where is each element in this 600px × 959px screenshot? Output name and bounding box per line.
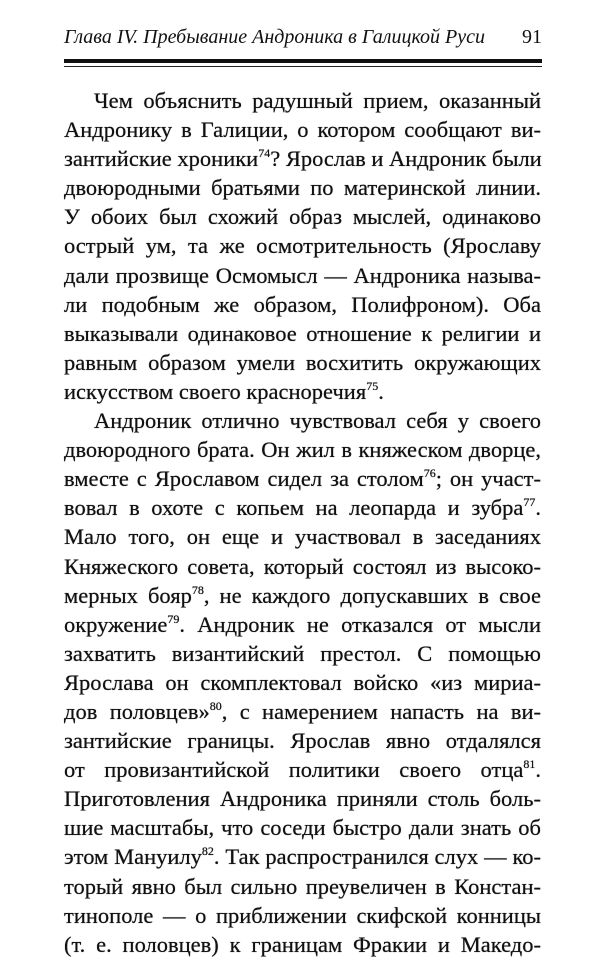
text-segment: (т. е. половцев) к границам Фракии и Македо- bbox=[64, 931, 541, 957]
text-line bbox=[64, 493, 541, 522]
text-line bbox=[64, 115, 541, 144]
text-segment: от провизантийской политики своего отца bbox=[64, 757, 524, 783]
text-segment: , с намерением напасть на ви- bbox=[221, 698, 541, 724]
text-line bbox=[64, 784, 541, 813]
text-segment: окружение bbox=[64, 611, 168, 637]
text-line bbox=[64, 435, 541, 464]
text-segment: двоюродными братьями по материнской линии. bbox=[64, 175, 541, 201]
text-segment: торый явно был сильно преувеличен в Констан- bbox=[64, 873, 541, 899]
text-segment: Княжеского совета, который состоял из высоко- bbox=[64, 553, 541, 579]
text-line bbox=[64, 930, 541, 959]
text-segment: Андроник отлично чувствовал себя у своего bbox=[94, 408, 541, 434]
text-segment: Ярослава он скомплектовал войско «из мириа- bbox=[64, 669, 541, 695]
text-line bbox=[64, 697, 541, 726]
text-segment: ли подобным же образом, Полифроном). Оба bbox=[64, 291, 541, 317]
footnote-ref: 79 bbox=[167, 611, 180, 626]
text-segment: захватить византийский престол. С помощью bbox=[64, 640, 541, 666]
text-segment: вместе с Ярославом сидел за столом bbox=[64, 466, 424, 492]
text-segment: . Андроник не отказался от мысли bbox=[179, 611, 541, 637]
body-text bbox=[64, 86, 541, 959]
text-segment: Чем объяснить радушный прием, оказанный bbox=[94, 88, 541, 113]
text-segment: дов половцев» bbox=[64, 698, 210, 724]
text-line bbox=[64, 755, 541, 784]
footnote-ref: 81 bbox=[523, 757, 536, 772]
page-number: 91 bbox=[522, 26, 542, 48]
text-line bbox=[64, 202, 541, 231]
text-segment: этом Мануилу bbox=[64, 844, 202, 870]
text-segment: ; он участ- bbox=[435, 466, 541, 492]
footnote-ref: 78 bbox=[191, 582, 204, 597]
text-line bbox=[64, 348, 541, 377]
text-line bbox=[64, 610, 541, 639]
text-line bbox=[64, 726, 541, 755]
text-segment: двоюродного брата. Он жил в княжеском дворце, bbox=[64, 437, 541, 463]
text-line bbox=[64, 464, 541, 493]
text-segment: зантийские хроники bbox=[64, 146, 259, 172]
text-segment: , не каждого допускавших в свое bbox=[203, 582, 541, 608]
text-line bbox=[64, 319, 541, 348]
text-line bbox=[64, 231, 541, 260]
header-rule-thick bbox=[64, 59, 542, 63]
footnote-ref: 74 bbox=[258, 146, 271, 161]
text-segment: . bbox=[535, 757, 541, 783]
text-segment: мерных бояр bbox=[64, 582, 192, 608]
text-segment: зантийские границы. Ярослав явно отдалялся bbox=[64, 728, 541, 754]
footnote-ref: 76 bbox=[423, 466, 436, 481]
text-line bbox=[64, 173, 541, 202]
running-header bbox=[64, 26, 542, 52]
text-segment: ? Ярослав и Андроник были bbox=[270, 146, 542, 172]
text-segment: искусством своего красноречия bbox=[64, 378, 367, 404]
text-segment: Мало того, он еще и участвовал в заседаниях bbox=[64, 524, 541, 550]
text-line bbox=[64, 668, 541, 697]
footnote-ref: 77 bbox=[523, 495, 536, 510]
running-title: Глава IV. Пребывание Андроника в Галицкой Руси bbox=[64, 26, 486, 48]
text-line bbox=[64, 261, 541, 290]
text-line bbox=[64, 290, 541, 319]
text-segment: . bbox=[535, 495, 541, 521]
text-line bbox=[64, 522, 541, 551]
footnote-ref: 80 bbox=[209, 698, 222, 713]
text-segment: Приготовления Андроника приняли столь боль- bbox=[64, 786, 541, 812]
text-segment: . bbox=[378, 378, 384, 404]
text-line bbox=[64, 377, 541, 406]
text-line bbox=[64, 144, 541, 173]
footnote-ref: 75 bbox=[366, 378, 379, 393]
text-segment: тинополе — о приближении скифской конницы bbox=[64, 902, 541, 928]
text-line bbox=[64, 901, 541, 930]
text-segment: . Так распространился слух — ко- bbox=[213, 844, 541, 870]
text-line bbox=[64, 639, 541, 668]
text-segment: острый ум, та же осмотрительность (Ярославу bbox=[64, 233, 541, 259]
text-line bbox=[64, 406, 541, 435]
text-line bbox=[64, 842, 541, 871]
text-line bbox=[64, 813, 541, 842]
text-segment: шие масштабы, что соседи быстро дали знать об bbox=[64, 815, 541, 841]
text-line bbox=[64, 872, 541, 901]
text-segment: вовал в охоте с копьем на леопарда и зубра bbox=[64, 495, 524, 521]
text-segment: дали прозвище Осмомысл — Андроника называ- bbox=[64, 262, 541, 288]
footnote-ref: 82 bbox=[201, 844, 214, 859]
text-line bbox=[64, 581, 541, 610]
text-line bbox=[64, 86, 541, 115]
text-segment: Андронику в Галиции, о котором сообщают ви- bbox=[64, 117, 541, 143]
text-line bbox=[64, 552, 541, 581]
text-segment: У обоих был схожий образ мыслей, одинаково bbox=[64, 204, 541, 230]
text-segment: выказывали одинаковое отношение к религии и bbox=[64, 320, 541, 346]
header-rule-thin bbox=[64, 66, 542, 67]
text-segment: равным образом умели восхитить окружающих bbox=[64, 349, 541, 375]
